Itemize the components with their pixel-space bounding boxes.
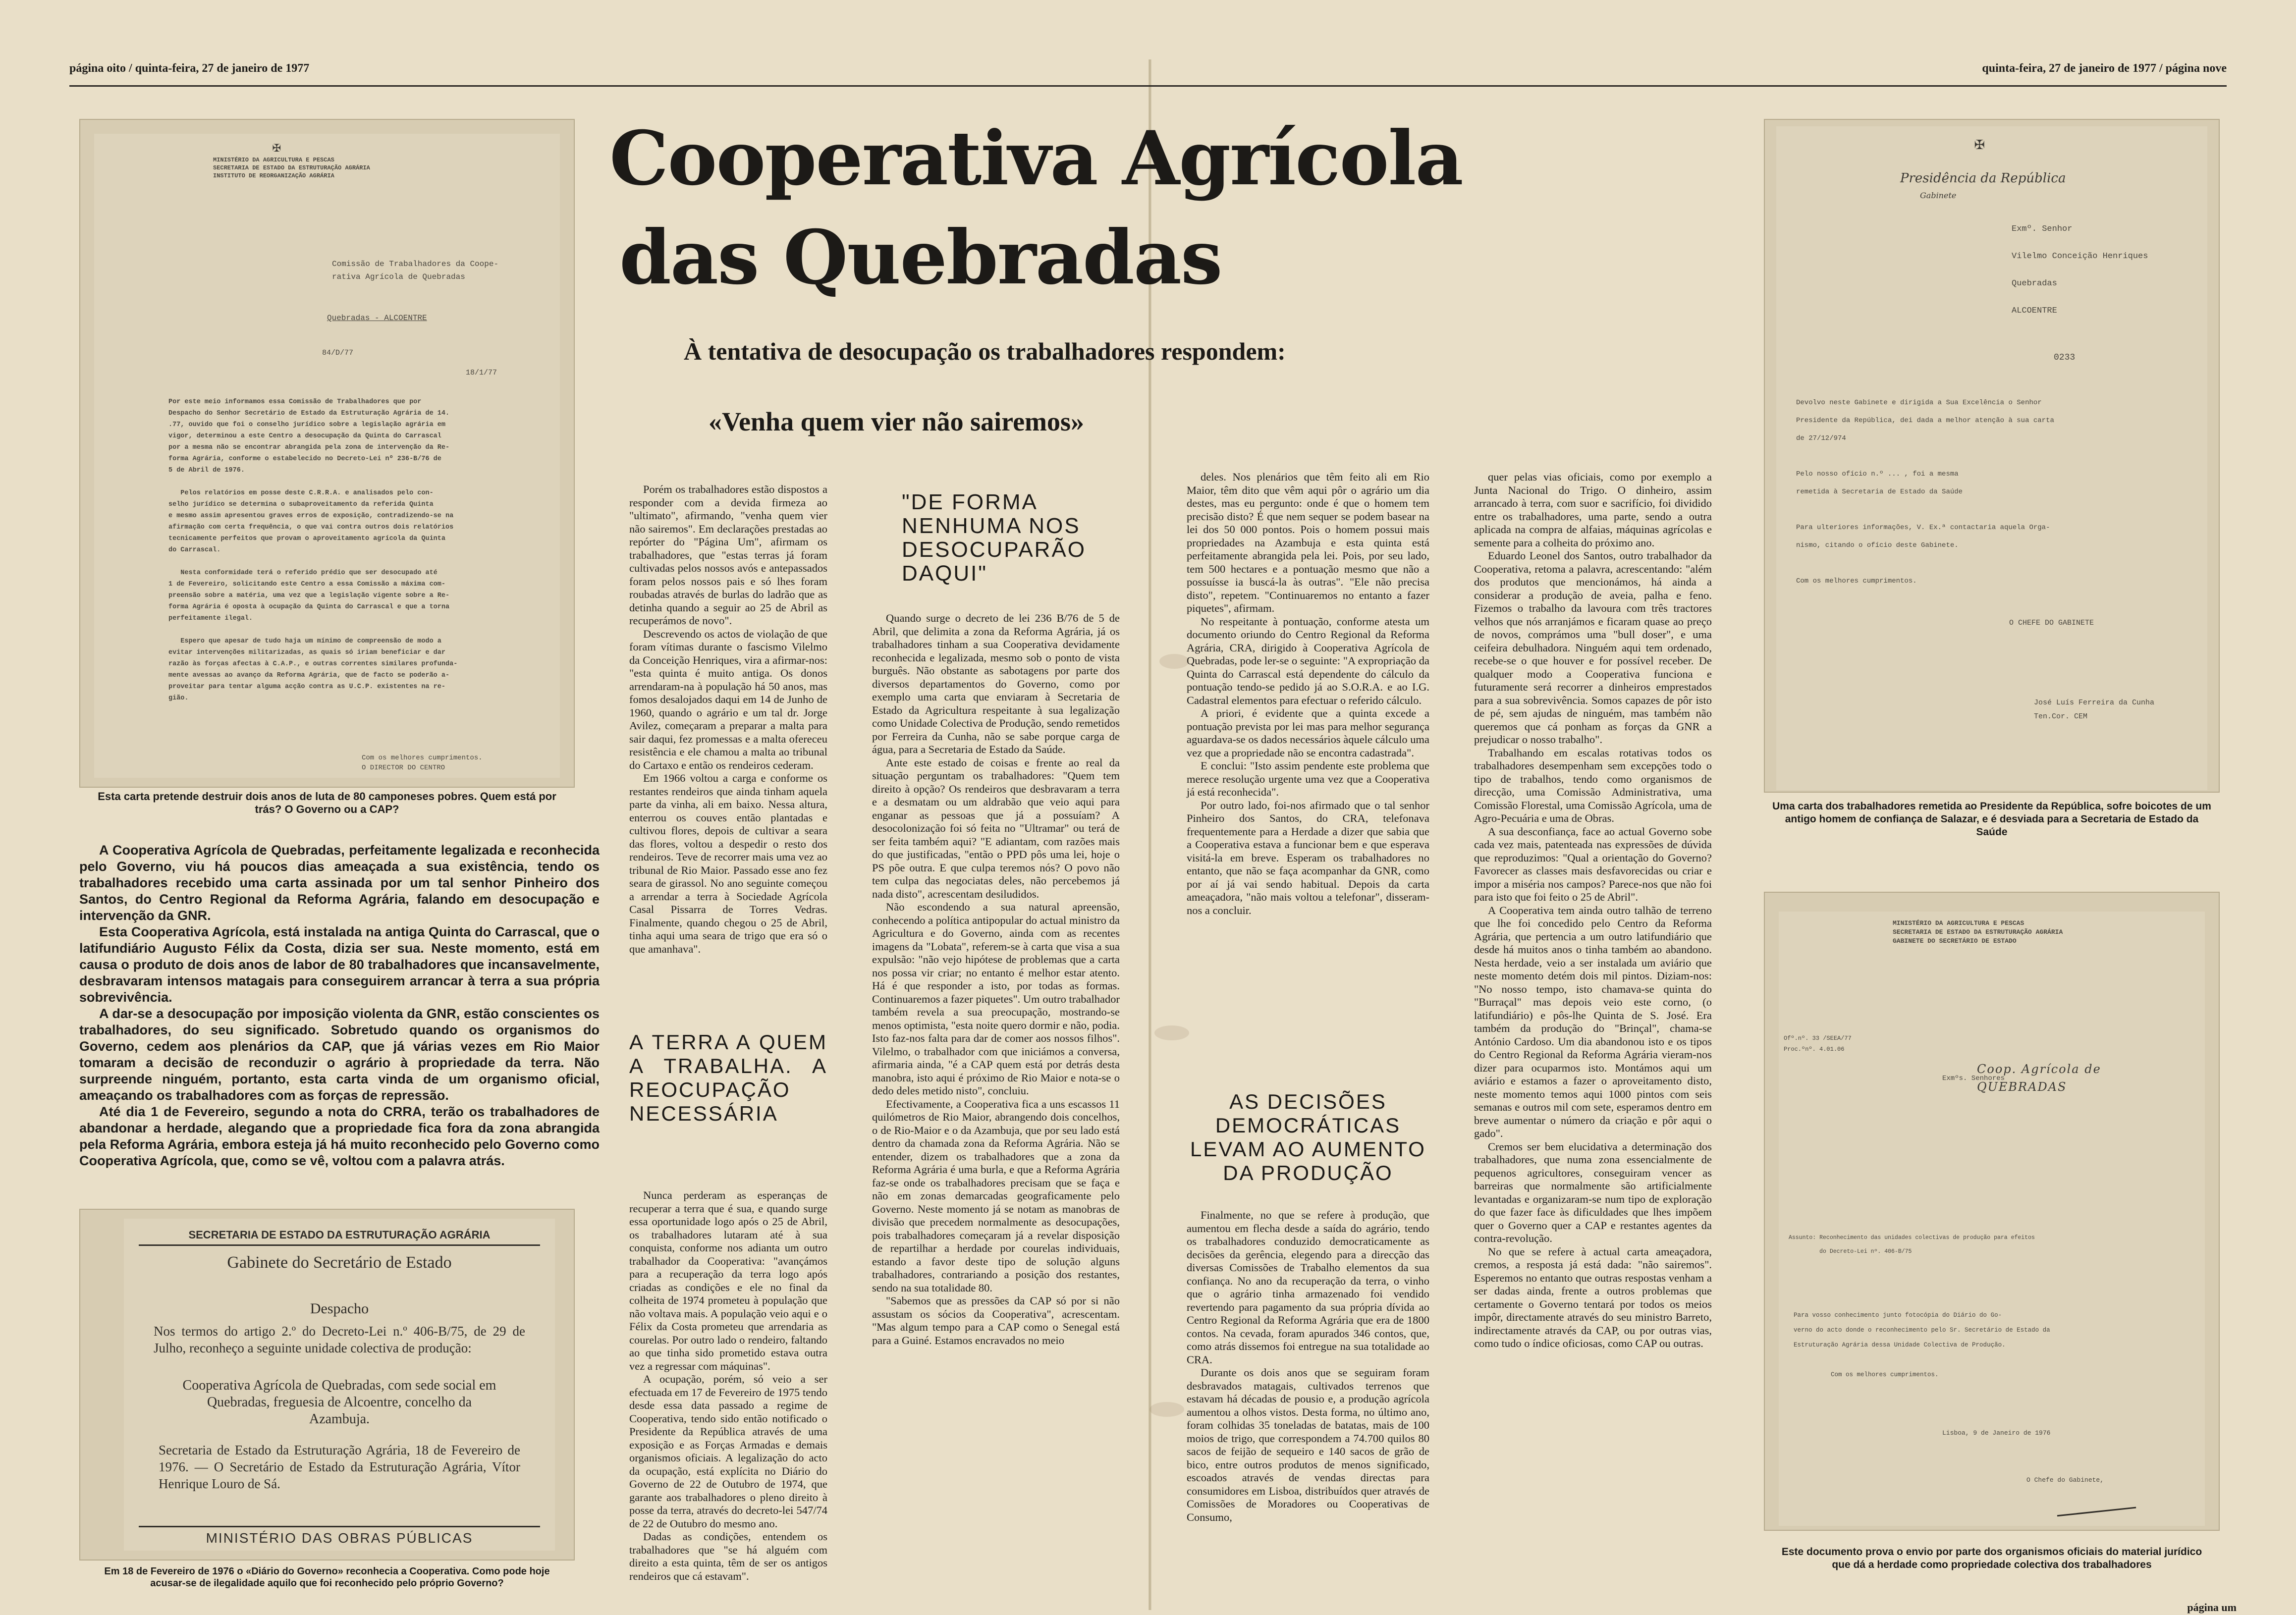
paragraph: A ocupação, porém, só veio a ser efectuada em 17 de Fevereiro de 1975 tendo desde essa data passado a regime de Cooperativa, tendo sido então notificado o Presidente da República através de uma exposição e as Forças Armadas e demais organismos oficiais. A legalização do acto da ocupação, está explícita no Diário do Governo de 22 de Outubro de 1974, que garante aos trabalhadores o pleno direito à posse da terra, através do decreto-lei 547/74 de 22 de Outubro do mesmo ano. xyxy=(629,1373,827,1530)
paragraph: Ante este estado de coisas e frente ao real da situação perguntam os trabalhadores: "Quem tem direito à opção? Os rendeiros que desbravaram a terra e a desmatam ou um aldrabão que veio aqui para enganar as pessoas que já a possuíam? A desocolonização foi só feita no "Ultramar" ou terá de ser feita também aqui? "E adiantam, com razões mais do que justificadas, "então o PPD pôs uma lei, hoje o PS põe outra. E que culpa teremos nós? O povo não tem culpa das negociatas deles, não percebemos já nada disto", acrescentam desiludidos. xyxy=(872,756,1120,900)
diario-office: Gabinete do Secretário de Estado xyxy=(227,1253,452,1272)
presidency-body: Devolvo neste Gabinete e dirigida a Sua Excelência o Senhor Presidente da República, dei dada a melhor atenção à sua carta de 27/12/974 Pelo nosso ofício n.º ... , foi a mesma remetida à Secretaria de Estado da Saúde Para ulteriores informações, V. Ex.ª contactaria aquela Orga- nismo, citando o ofício deste Gabinete. Com os melhores cumprimentos. xyxy=(1796,399,2054,585)
signature-scribble xyxy=(2056,1492,2136,1517)
ministry-addressee: Exmºs. Senhores xyxy=(1942,1075,2005,1082)
paragraph: deles. Nos plenários que têm feito ali em Rio Maior, têm dito que vêm aqui pôr o agrário um dia destes, mas eu pergunto: onde é que o homem tem precisão disto? É que nem sequer se podem basear na lei dos 50 000 pontos. Pois o homem possui mais propriedades na Azambuja e esta quinta está perfeitamente abrangida pela lei. Pois, por seu lado, tem 500 hectares e a pontuação mesmo que não a possuísse ia buscá-la às outras". "Ele não precisa disto", repetem. "Continuaremos no entanto a fazer piquetes", afirmam. xyxy=(1187,471,1429,614)
paragraph: Por outro lado, foi-nos afirmado que o tal senhor Pinheiro dos Santos, do CRA, telefonava frequentemente para a Herdade a dizer que sabia que a Cooperativa estava a funcionar bem e que esperava visitá-la em breve. Esperam os trabalhadores no entanto, que não se faça acompanhar da GNR, como por aí já vai sendo habitual. Depois da carta ameaçadora, "não mais voltou a telefonar", disseram-nos a concluir. xyxy=(1187,799,1429,916)
diario-clipping xyxy=(124,1219,555,1551)
ministry-assunto: Assunto: Reconhecimento das unidades colectivas de produção para efeitos do Decreto-Lei nº. 406-B/75 xyxy=(1789,1235,2035,1255)
ministry-chief: O Chefe do Gabinete, xyxy=(2026,1476,2104,1484)
letter-ministry: MINISTÉRIO DA AGRICULTURA E PESCAS SECRETARIA DE ESTADO DA ESTRUTURAÇÃO AGRÁRIA INSTITUTO DE REORGANIZAÇÃO AGRÁRIA xyxy=(213,157,370,179)
ministry-handwriting: Coop. Agrícola de QUEBRADAS xyxy=(1977,1062,2101,1094)
coat-of-arms-icon: ✠ xyxy=(1974,136,1985,155)
headline xyxy=(609,109,1463,307)
paragraph: Porém os trabalhadores estão dispostos a responder com a devida firmeza ao "ultimato", afirmando, "venha quem vier não sairemos". Em declarações prestadas ao repórter do "Página Um", afirmam os trabalhadores, que "estas terras já foram cultivadas pelos nossos avós e antepassados foram pelos nossos pais e só lhes foram roubadas através de burlas do ladrão que as detinha quando a seguir ao 25 de Abril as recuperámos de novo". xyxy=(629,483,827,627)
diario-governo-photo xyxy=(79,1209,575,1561)
presidency-signer: José Luís Ferreira da Cunha Ten.Cor. CEM xyxy=(2034,699,2155,721)
subheadline-quote: «Venha quem vier não sairemos» xyxy=(709,407,1085,436)
column-c xyxy=(1187,471,1429,917)
header-right: quinta-feira, 27 de janeiro de 1977 / página nove xyxy=(1982,62,2227,75)
presidency-subtitle: Gabinete xyxy=(1920,191,1957,200)
paragraph: Efectivamente, a Cooperativa fica a uns escassos 11 quilómetros de Rio Maior, abrangendo dois concelhos, o de Rio-Maior e o da Azambuja, que por seu lado está dentro da chamada zona da Reforma Agrária. Não se entender, dizem os trabalhadores que a zona da Reforma Agrária é uma burla, e que a Reforma Agrária faz-se onde os trabalhadores precisam que se faça e não em zonas demarcadas geograficamente pelo Governo. Neste momento já se notam as manobras de divisão que precedem normalmente as desocupações, pois trabalhadores começaram já a revelar disposição de repartilhar a herdade por courelas individuais, estando a favor deste tipo de solução alguns trabalhadores, contrariando a posição dos restantes, sendo na sua totalidade 80. xyxy=(872,1097,1120,1294)
diario-footer: MINISTÉRIO DAS OBRAS PÚBLICAS xyxy=(139,1526,540,1546)
column-a xyxy=(629,483,827,956)
diario-despacho: Despacho xyxy=(310,1300,369,1317)
presidency-paper xyxy=(1776,126,2207,790)
ministry-letter-photo xyxy=(1764,892,2220,1531)
paragraph: Durante os dois anos que se seguiram foram desbravados matagais, cultivados terrenos que estavam há décadas de pousio e, a produção agrícola aumentou a olhos vistos. Desta forma, no último ano, foram colhidas 35 toneladas de batatas, mais de 100 moios de trigo, que correspondem a 74.700 quilos 80 sacos de feijão de sequeiro e 140 sacos de grão de bico, entre outros produtos de menos significado, escoados através de vendas directas para consumidores em Lisboa, distribuídos quer através de Comissões de Moradores ou Cooperativas de Consumo, xyxy=(1187,1366,1429,1523)
ministry-body: Para vosso conhecimento junto fotocópia do Diário do Go- verno do acto donde o reconhecimento pelo Sr. Secretário de Estado da Estruturação Agrária dessa Unidade Colectiva de Produção. Com os melhores cumprimentos. xyxy=(1794,1312,2050,1378)
paragraph: "Sabemos que as pressões da CAP só por si não assustam os sócios da Cooperativa", acrescentam. "Mas algum tempo para a CAP como o Senegal está para a Guiné. Estamos encravados no meio xyxy=(872,1294,1120,1346)
paper-wear xyxy=(1149,1402,1184,1417)
presidency-letter-photo xyxy=(1764,119,2220,793)
diario-head: SECRETARIA DE ESTADO DA ESTRUTURAÇÃO AGRÁRIA xyxy=(139,1229,540,1246)
subhead-a: A TERRA A QUEM A TRABALHA. A REOCUPAÇÃO NECESSÁRIA xyxy=(629,1030,827,1125)
caption-diario: Em 18 de Fevereiro de 1976 o «Diário do Governo» reconhecia a Cooperativa. Como pode hoje acusar-se de ilegalidade aquilo que foi reconhecido pelo próprio Governo? xyxy=(104,1566,550,1589)
headline-line2: das Quebradas xyxy=(619,214,1222,301)
subheadline: À tentativa de desocupação os trabalhadores respondem: xyxy=(684,337,1286,365)
lead-paragraph: Até dia 1 de Fevereiro, segundo a nota do CRRA, terão os trabalhadores de abandonar a herdade, alegando que a propriedade fica fora da zona abrangida pela Reforma Agrária, embora esteja já há muito reconhecido pelo Governo como Cooperativa Agrícola, que, como se vê, voltou com a palavra atrás. xyxy=(79,1104,600,1168)
footer-page-label: página um xyxy=(2187,1601,2237,1614)
subhead-c: AS DECISÕES DEMOCRÁTICAS LEVAM AO AUMENTO DA PRODUÇÃO xyxy=(1190,1090,1426,1184)
paragraph: Nunca perderam as esperanças de recuperar a terra que é sua, e quando surge essa oportunidade logo após o 25 de Abril, os trabalhadores lutaram até à sua conquista, conforme nos adianta um outro trabalhador da Cooperativa: "avançámos para a recuperação da terra logo após criadas as condições e ele no final da colheita de 1974 prometeu à população que não voltava mais. A população veio aqui e o Félix da Costa prometeu que arrendaria as courelas. Por outro lado o rendeiro, faltando ao que tinha sido prometido estava outra vez a regressar com máquinas". xyxy=(629,1189,827,1372)
paragraph: Cremos ser bem elucidativa a determinação dos trabalhadores, que numa zona essencialmente de pequenos agricultores, conseguiram vencer as barreiras que normalmente são artificialmente levantadas e organizaram-se num tipo de exploração do que fazer face às dificuldades que lhes impõem quer o Governo quer a CAP e restantes agentes da contra-revolução. xyxy=(1474,1140,1712,1244)
paragraph: Em 1966 voltou a carga e conforme os restantes rendeiros que ainda tinham aquela parte da vinha, ali em baixo. Nessa altura, enterrou os couves então plantadas e cultivou flores, depois de cultivar a seara das flores, voltou a despedir o resto dos rendeiros. Teve de recorrer mais uma vez ao tribunal de Rio Maior. Passado esse ano fez seara de girassol. No ano seguinte começou a arrendar a terra à Sociedade Agrícola Casal Pissarra de Torres Vedras. Finalmente, quando chegou o 25 de Abril, tinha aqui uma seara de trigo que era só o que amanhava". xyxy=(629,772,827,955)
presidency-chief: O CHEFE DO GABINETE xyxy=(2009,619,2094,627)
paragraph: quer pelas vias oficiais, como por exemplo a Junta Nacional do Trigo. O dinheiro, assim arrancado à terra, com suor e sacrifício, foi dividido entre os trabalhadores, uma parte, sendo a outra aplicada na compra de alfaias, máquinas agrícolas e semente para a colheita do próximo ano. xyxy=(1474,471,1712,549)
diario-text3: Secretaria de Estado da Estruturação Agrária, 18 de Fevereiro de 1976. — O Secretário de Estado da Estruturação Agrária, Vítor Henrique Louro de Sá. xyxy=(159,1443,520,1491)
lead-paragraph: A dar-se a desocupação por imposição violenta da GNR, estão conscientes os trabalhadores, do seu significado. Sobretudo quando os organismos do Governo, cedem aos plenários da CAP, que já várias vezes em Rio Maior tomaram a decisão de reconduzir o agrário à propriedade da terra. Não surpreende ninguém, portanto, esta carta vinda de um organismo oficial, ameaçando os trabalhadores com as forças de repressão. xyxy=(79,1006,600,1103)
paragraph: A sua desconfiança, face ao actual Governo sobe cada vez mais, patenteada nas expressões de dúvida que reproduzimos: "Qual a orientação do Governo? Favorecer as classes mais desfavorecidas ou criar e impor a miséria nos campos? Parece-nos que não foi para isto que foi feito o 25 de Abril". xyxy=(1474,825,1712,903)
letter-addressee: Comissão de Trabalhadores da Coope- rativa Agrícola de Quebradas xyxy=(332,260,499,281)
quote-subhead: "DE FORMA NENHUMA NOS DESOCUPARÃO DAQUI" xyxy=(902,490,1087,586)
letter-photo-crra xyxy=(79,119,575,788)
paragraph: No respeitante à pontuação, conforme atesta um documento oriundo do Centro Regional da Reforma Agrária, CRA, dirigido à Cooperativa Agrícola de Quebradas, pode ler-se o seguinte: "A expropriação da Quinta do Carrascal está dependente do cálculo da pontuação tendo-se pedido já ao S.O.R.A. e ao I.G. Cadastral elementos para efectuar o referido cálculo. xyxy=(1187,615,1429,706)
presidency-addressee: Exmº. Senhor Vilelmo Conceição Henriques Quebradas ALCOENTRE xyxy=(2012,224,2148,316)
letter-ref: 84/D/77 xyxy=(322,349,354,357)
letter-date: 18/1/77 xyxy=(466,369,497,377)
caption-letter: Esta carta pretende destruir dois anos de luta de 80 camponeses pobres. Quem está por trás? O Governo ou a CAP? xyxy=(98,790,556,815)
column-c2 xyxy=(1187,1209,1429,1524)
ministry-paper xyxy=(1779,912,2205,1526)
coat-of-arms-icon: ✠ xyxy=(273,141,281,156)
paragraph: Eduardo Leonel dos Santos, outro trabalhador da Cooperativa, retoma a palavra, acrescentando: "além dos produtos que mencionámos, há ainda a considerar a produção de aveia, palha e feno. Fizemos o trabalho da lavoura com três tractores velhos que nós arranjámos e ficaram quase ao preço de novos, comprámos uma "bull doser", e uma ceifeira debulhadora. Ninguém aqui tem ordenado, recebe-se o que houver e for possível receber. De qualquer modo a Cooperativa funciona e futuramente será recorrer a dinheiros emprestados para a sua sobrevivência. Somos capazes de pôr isto de pé, sem ajudas de ninguém, mas também não queremos que cá ponham as forças da GNR a prejudicar o nosso trabalho". xyxy=(1474,549,1712,746)
header-left: página oito / quinta-feira, 27 de janeiro de 1977 xyxy=(69,62,310,75)
lead-paragraph: Esta Cooperativa Agrícola, está instalada na antiga Quinta do Carrascal, que o latifundiário Augusto Félix da Costa, dizia ser sua. Neste momento, está em causa o produto de dois anos de labor de 80 trabalhadores que incansavelmente, desbravaram intensos matagais para conseguirem arrancar à terra a sua própria sobrevivência. xyxy=(79,924,600,1005)
letter-body: Por este meio informamos essa Comissão de Trabalhadores que por Despacho do Senhor Secretário de Estado da Estruturação Agrária de 14. .77, ouvido que foi o conselho jurídico sobre a legislação agrária em vigor, determinou a este Centro a desocupação da Quinta do Carrascal por a mesma não se encontrar abrangida pela zona de intervenção da Re- forma Agrária, conforme o estabelecido no Decreto-Lei nº 236-B/76 de 5 de Abril de 1976. Pelos relatórios em posse deste C.R.R.A. e analisados pelo con- selho jurídico se determina o subaproveitamento da referida Quinta e mesmo assim apresentou graves erros de exposição, contradizendo-se na afirmação com certa frequência, o que vai contra outros dois relatórios tecnicamente perfeitos que provam o aproveitamento agrícola da Quinta do Carrascal. Nesta conformidade terá o referido prédio que ser desocupado até 1 de Fevereiro, solicitando este Centro a essa Comissão a máxima com- preensão sobre a matéria, uma vez que a legislação vigente sobre a Re- forma Agrária é oposta à ocupação da Quinta do Carrascal e que a torna perfeitamente ilegal. Espero que apesar de tudo haja um mínimo de compreensão de modo a evitar intervenções militarizadas, as quais só iriam beneficiar e dar razão às forças afectas à C.A.P., e outras correntes similares profunda- mente avessas ao avanço da Reforma Agrária, que de facto se poderão a- proveitar para tentar alguma acção contra as U.C.P. existentes na re- gião. xyxy=(168,398,458,702)
letter-signature: Com os melhores cumprimentos. O DIRECTOR DO CENTRO xyxy=(362,754,483,772)
ministry-head: MINISTÉRIO DA AGRICULTURA E PESCAS SECRETARIA DE ESTADO DA ESTRUTURAÇÃO AGRÁRIA GABINETE DO SECRETÁRIO DE ESTADO xyxy=(1893,919,2063,945)
ministry-date: Lisboa, 9 de Janeiro de 1976 xyxy=(1942,1429,2051,1437)
caption-ministry: Este documento prova o envio por parte dos organismos oficiais do material jurídico que dá a herdade como propriedade colectiva dos trabalhadores xyxy=(1781,1546,2202,1570)
paragraph: A priori, é evidente que a quinta excede a pontuação prevista por lei mas para melhor segurança aguardava-se os dados necessários àquele cálculo uma vez que a propriedade não se encontra cadastrada". xyxy=(1187,707,1429,759)
header-rule xyxy=(69,85,2227,87)
lead-text xyxy=(79,842,600,1169)
letter-place: Quebradas - ALCOENTRE xyxy=(327,314,427,323)
paragraph: A Cooperativa tem ainda outro talhão de terreno que lhe foi concedido pelo Centro da Reforma Agrária, que pertencia a um outro latifundiário que desde há muitos anos o tinha também ao abandono. Nesta herdade, veio a ser instalada um aviário que neste momento detém dois mil pintos. Diziam-nos: "No nosso tempo, isto chamava-se quinta do "Burraçal" mas depois veio este corno, (o latifundiário) e pôs-lhe Quinta de S. José. Era também da produção do "Brinçal", chama-se António Cardoso. Um dia abandonou isto e os tipos do Centro Regional da Reforma Agrária vieram-nos dizer para ocuparmos isto. Montámos aqui um aviário e estamos a fazer o aproveitamento disto, neste momento temos aqui 1000 pintos com seis semanas e outros mil com sete, esperamos dentro em breve aumentar o número da criação e pôr aqui o gado". xyxy=(1474,904,1712,1139)
diario-text1: Nos termos do artigo 2.º do Decreto-Lei n.º 406-B/75, de 29 de Julho, reconheço a seguinte unidade colectiva de produção: xyxy=(154,1324,525,1355)
paper-wear xyxy=(1159,654,1189,669)
paragraph: E conclui: "Isto assim pendente este problema que merece resolução urgente uma vez que a Cooperativa já está reconhecida". xyxy=(1187,759,1429,798)
letter-paper xyxy=(94,134,560,778)
column-b xyxy=(872,612,1120,1347)
paragraph: Não escondendo a sua natural apreensão, conhecendo a política antipopular do actual ministro da Agricultura e do Governo, ainda com as recentes imagens da "Lobata", referem-se à carta que visa a sua expulsão: "não vejo hipótese de problemas que a carta nos possa vir criar; no entanto é melhor estar atento. Há é que responder a isto, por todas as formas. Continuaremos a fazer piquetes". Um outro trabalhador também revela a sua preocupação, mostrando-se menos optimista, "esta noite quero dormir e não, podia. Isto faz-nos falta para dar de comer aos nossos filhos". Vilelmo, o trabalhador com que iniciámos a conversa, afirmaria ainda, "é a CAP quem está por detrás desta manobra, isto aqui é próximo de Rio Maior e nota-se o dedo deles metido nisto", concluiu. xyxy=(872,901,1120,1097)
lead-paragraph: A Cooperativa Agrícola de Quebradas, perfeitamente legalizada e reconhecida pelo Governo, viu há poucos dias ameaçada a sua existência, tendo os trabalhadores recebido uma carta assinada por um tal senhor Pinheiro dos Santos, do Centro Regional da Reforma Agrária, falando em desocupação e intervenção da GNR. xyxy=(79,843,600,923)
column-d xyxy=(1474,471,1712,1350)
paragraph: Dadas as condições, entendem os trabalhadores que "se há alguém com direito a esta quinta, têm de ser os antigos rendeiros que cá estavam". xyxy=(629,1530,827,1582)
ministry-ref: Ofº.nº. 33 /SEEA/77 Proc.ºnº. 4.01.06 xyxy=(1784,1035,1852,1053)
caption-presidency: Uma carta dos trabalhadores remetida ao Presidente da República, sofre boicotes de um antigo homem de confiança de Salazar, e é desviada para a Secretaria de Estado da Saúde xyxy=(1772,801,2211,838)
paragraph: No que se refere à actual carta ameaçadora, cremos, a resposta já está dada: "não sairemos". Esperemos no entanto que outras respostas venham a ser dadas ainda, frente a outros problemas que certamente o Governo tentará por todos os meios impôr, directamente através do seu ministro Barreto, indirectamente através da CAP, ou por outras vias, como tudo o índice oficiosas, como CAP ou outras. xyxy=(1474,1245,1712,1349)
paragraph: Finalmente, no que se refere à produção, que aumentou em flecha desde a saída do agrário, tendo os trabalhadores conduzido democraticamente as decisões da gerência, elegendo para a direcção das diversas Comissões de Trabalho elementos da sua confiança. No ano da recuperação da terra, o vinho que o agrário tinha armazenado foi vendido revertendo para pagamento da sua própria dívida ao Centro Regional da Reforma Agrária que era de 1800 contos. Na cevada, foram apurados 346 contos, que, como atrás dissemos foi entregue na sua totalidade ao CRA. xyxy=(1187,1209,1429,1366)
presidency-ref: 0233 xyxy=(2054,353,2076,363)
diario-text2: Cooperativa Agrícola de Quebradas, com sede social em Quebradas, freguesia de Alcoentre, concelho da Azambuja. xyxy=(182,1378,496,1427)
paragraph: Trabalhando em escalas rotativas todos os trabalhadores desempenham sem excepções todo o tipo de trabalhos, tendo como organismos de direcção, uma Comissão Administrativa, uma Comissão Florestal, uma Comissão Agrícola, uma de Agro-Pecuária e uma de Obras. xyxy=(1474,746,1712,824)
column-a2 xyxy=(629,1189,827,1583)
paragraph: Descrevendo os actos de violação de que foram vítimas durante o fascismo Vilelmo da Conceição Henriques, vira a afirmar-nos: "esta quinta é muito antiga. Os donos arrendaram-na à população há 50 anos, mas fomos desalojados daqui em 14 de Junho de 1960, quando o agrário e um tal dr. Jorge Avilez, começaram a preparar a malta para sair daqui, fez promessas e a malta ofereceu resistência e ele chamou a malta ao tribunal do Cartaxo e então os rendeiros cederam. xyxy=(629,627,827,771)
paragraph: Quando surge o decreto de lei 236 B/76 de 5 de Abril, que delimita a zona da Reforma Agrária, já os trabalhadores tinham a sua Cooperativa devidamente reconhecida e legalizada, mesmo sob o ponto de vista burguês. Não obstante as sabotagens por parte dos diversos departamentos do Governo, como por exemplo uma carta que enviaram à Secretaria de Estado da Agricultura respeitante à sua legalização como Unidade Colectiva de Produção, sendo remetidos por Ferreira da Cunha, não se sabe porque carga de água, para a Secretaria de Estado da Saúde. xyxy=(872,612,1120,755)
presidency-office: Presidência da República xyxy=(1900,171,2066,186)
paper-wear xyxy=(1154,1025,1189,1040)
headline-line1: Cooperativa Agrícola xyxy=(609,115,1463,202)
